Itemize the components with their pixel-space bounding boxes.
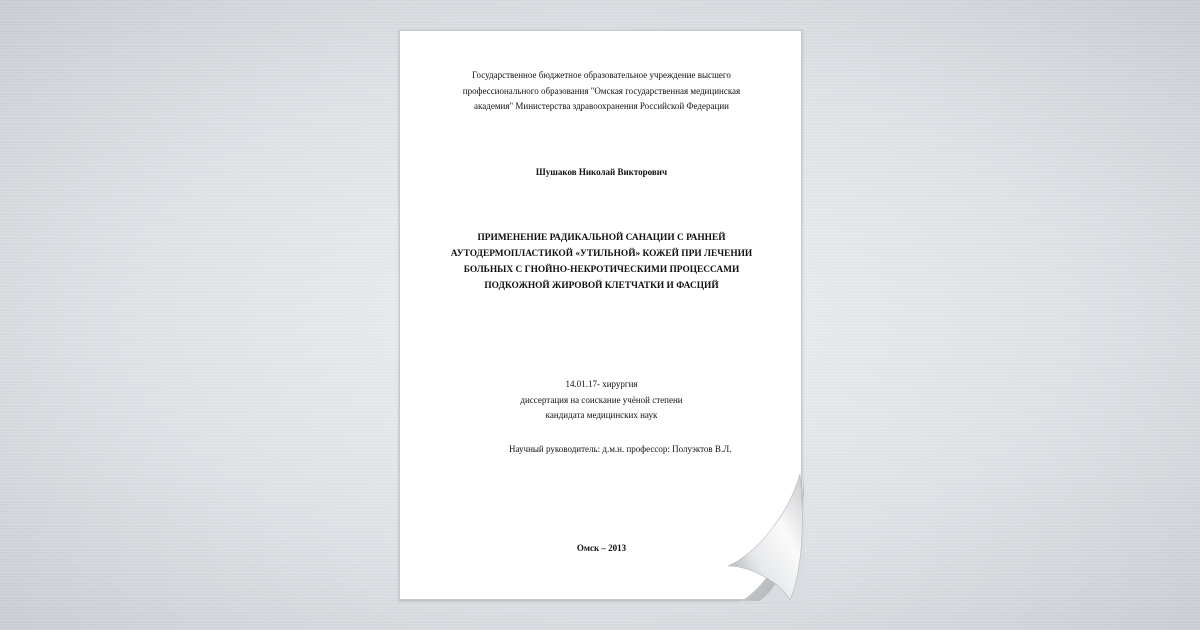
title-line-1: ПРИМЕНЕНИЕ РАДИКАЛЬНОЙ САНАЦИИ С РАННЕЙ	[477, 233, 726, 243]
supervisor: Научный руководитель: д.м.н. профессор: Полуэктов В.Л.	[509, 444, 732, 454]
institution-line-1: Государственное бюджетное образовательное учреждение высшего	[472, 70, 731, 80]
title-line-4: ПОДКОЖНОЙ ЖИРОВОЙ КЛЕТЧАТКИ И ФАСЦИЙ	[484, 281, 719, 291]
title-line-3: БОЛЬНЫХ С ГНОЙНО-НЕКРОТИЧЕСКИМИ ПРОЦЕССАМИ	[463, 265, 740, 275]
document-page	[399, 30, 802, 600]
institution-line-3: академия" Министерства здравоохранения Российской Федерации	[474, 101, 729, 111]
degree-line-2: кандидата медицинских наук	[545, 410, 658, 420]
dissertation-title	[400, 230, 803, 294]
degree-line-1: диссертация на соискание учёной степени	[520, 394, 683, 405]
specialty-code: 14.01.17- хирургия	[565, 379, 638, 389]
institution-header	[400, 68, 803, 115]
city-year: Омск – 2013	[576, 543, 627, 553]
institution-line-2: профессионального образования "Омская государственная медицинская	[462, 85, 741, 96]
specialty-info	[400, 377, 803, 424]
title-line-2: АУТОДЕРМОПЛАСТИКОЙ «УТИЛЬНОЙ» КОЖЕЙ ПРИ ЛЕЧЕНИИ	[450, 249, 753, 259]
author-name: Шушаков Николай Викторович	[535, 167, 668, 177]
